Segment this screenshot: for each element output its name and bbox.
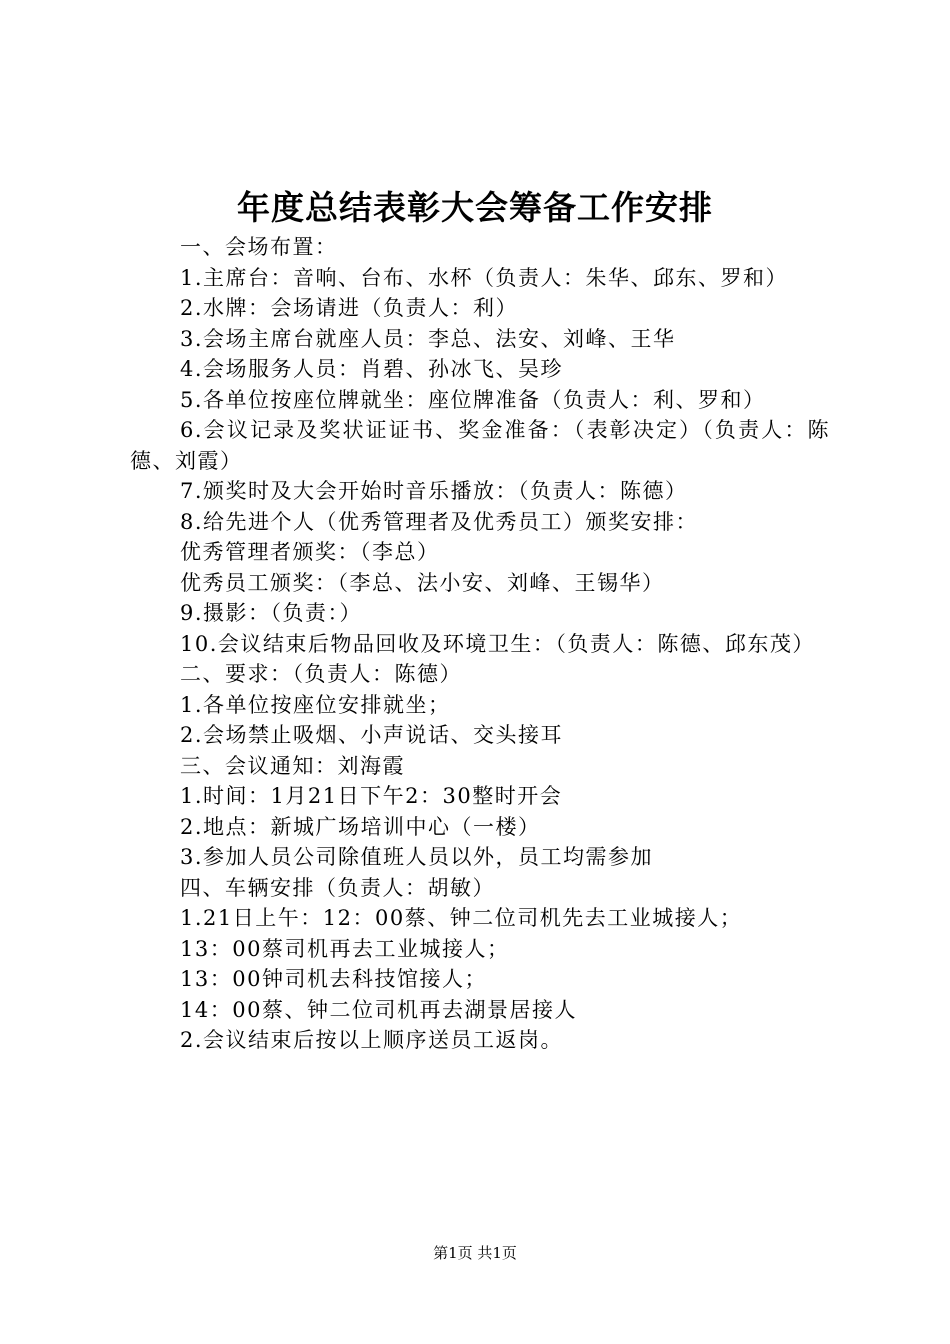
- paragraph: 1.各单位按座位安排就坐；: [180, 692, 451, 717]
- paragraph: 2.地点：新城广场培训中心（一楼）: [180, 814, 541, 839]
- paragraph: 8.给先进个人（优秀管理者及优秀员工）颁奖安排：: [180, 509, 699, 534]
- paragraph: 2.水牌：会场请进（负责人：利）: [180, 296, 519, 320]
- paragraph: 三、会议通知：刘海霞: [180, 753, 405, 778]
- paragraph: 3.会场主席台就座人员：李总、法安、刘峰、王华: [180, 326, 676, 351]
- paragraph: 优秀员工颁奖：（李总、法小安、刘峰、王锡华）: [180, 570, 665, 595]
- paragraph: 10.会议结束后物品回收及环境卫生：（负责人：陈德、邱东茂）: [180, 631, 815, 656]
- paragraph: 13：00钟司机去科技馆接人；: [180, 967, 487, 991]
- paragraph: 9.摄影：（负责：）: [180, 601, 363, 625]
- paragraph: 1.主席台：音响、台布、水杯（负责人：朱华、邱东、罗和）: [180, 265, 789, 290]
- document-body: [130, 232, 830, 1056]
- paragraph: 优秀管理者颁奖：（李总）: [180, 540, 440, 564]
- paragraph: 2.会议结束后按以上顺序送员工返岗。: [180, 1028, 564, 1052]
- paragraph: 13：00蔡司机再去工业城接人；: [180, 936, 510, 961]
- document-title: 年度总结表彰大会筹备工作安排: [237, 188, 713, 227]
- paragraph: 5.各单位按座位牌就坐：座位牌准备（负责人：利、罗和）: [180, 387, 766, 412]
- paragraph: 3.参加人员公司除值班人员以外，员工均需参加: [180, 845, 654, 869]
- paragraph: 1.21日上午：12：00蔡、钟二位司机先去工业城接人；: [180, 906, 743, 930]
- paragraph: 1.时间：1月21日下午2：30整时开会: [180, 784, 563, 808]
- paragraph: 7.颁奖时及大会开始时音乐播放：（负责人：陈德）: [180, 479, 688, 503]
- paragraph: 二、要求：（负责人：陈德）: [180, 662, 462, 686]
- paragraph: 四、车辆安排（负责人：胡敏）: [180, 875, 495, 900]
- page-footer: 第1页 共1页: [433, 1244, 517, 1262]
- paragraph: 4.会场服务人员：肖碧、孙冰飞、吴珍: [180, 357, 564, 381]
- paragraph: 14：00蔡、钟二位司机再去湖景居接人: [180, 997, 577, 1022]
- paragraph: 一、会场布置：: [180, 235, 338, 259]
- paragraph: 6.会议记录及奖状证证书、奖金准备：（表彰决定）（负责人：陈德、刘霞）: [130, 418, 830, 473]
- paragraph: 2.会场禁止吸烟、小声说话、交头接耳: [180, 723, 564, 747]
